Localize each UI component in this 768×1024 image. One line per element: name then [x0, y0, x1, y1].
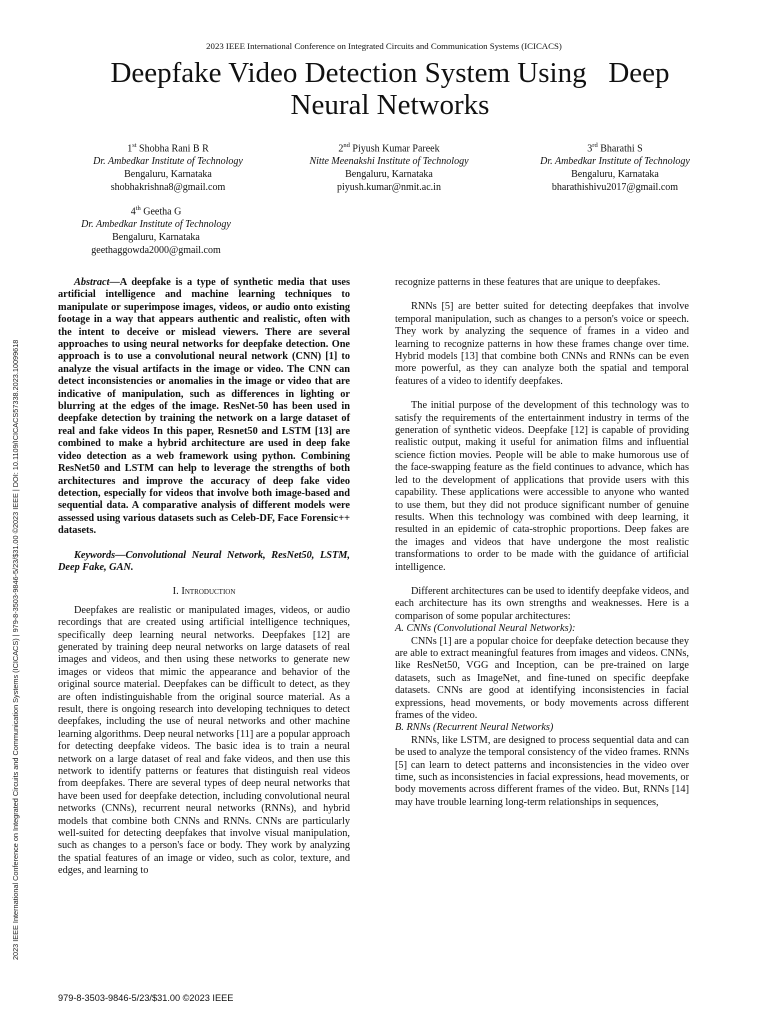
right-column [395, 277, 689, 809]
abstract-label: Abstract [74, 277, 110, 288]
subsection-heading-rnn: B. RNNs (Recurrent Neural Networks) [395, 722, 554, 734]
rnn-paragraph: RNNs [5] are better suited for detecting deepfakes that involve temporal manipulation, such as changes to a person's voice or speech. They work by analyzing the sequence of frames in a video and learning to recognize patterns in how these frames change over time. Hybrid models [13] that combine both CNNs and RNNs can be even more powerful, as they can analyze both the spatial and temporal features of a video to identify deepfakes. [395, 301, 689, 387]
subsection-heading-cnn: A. CNNs (Convolutional Neural Networks): [395, 623, 576, 635]
purpose-paragraph: The initial purpose of the development of this technology was to satisfy the requirements of the entertainment industry in terms of the generation of synthetic videos. Deepfake [12] is capable of providing realistic output, making it useful for animation films and influential science fiction movies. People will be able to make humorous use of the face-swapping feature as the field continues to advance, which has led to the development of applications that provide users with this capability. These applications were accessible to anyone who wanted to use them, but they did not produce significant number of genuine results. When this technology was combined with deep learning, it resulted in an epidemic of cata-strophic proportions. Deep fakes are the images and videos that have undergone the most realistic transformations to order to be made with the guidance of artificial intelligence. [395, 400, 689, 573]
author-name: Geetha G [140, 206, 182, 218]
cnn-paragraph: CNNs [1] are a popular choice for deepfake detection because they are able to extract meaningful features from images and videos. CNNs, like ResNet50, VGG and Inception, can be pre-trained on large datasets, such as ImageNet, and fine-tuned on specific deepfake datasets. CNNs are good at identifying inconsistencies in facial expressions, head movements, or body movements across different frames of the video. [395, 635, 689, 721]
paper-title: Deepfake Video Detection System Using Deep Neural Networks [110, 57, 670, 121]
author-3 [505, 139, 725, 194]
abstract-text: —A deepfake is a type of synthetic media that uses artificial intelligence and machine learning techniques to manipulate or superimpose images, videos, or audio onto existing footage in a way that appears authentic and realistic, often with the intent to deceive or mislead viewers. There are several approaches to using neural networks for deepfake detection. One approach is to use a convolutional neural network (CNN) [1] to analyze the visual artifacts in the image or video. The CNN can detect inconsistencies or anomalies in the image or video that are indicative of manipulation, such as differences in lighting or blurring at the edges of the image. ResNet-50 has been used in deepfake detection by training the network on a large dataset of real and fake videos In this paper, Resnet50 and LSTM [13] are combined to make a hybrid architecture are used in deep fake video detection as a web framework using python. Combining ResNet50 and LSTM can help to leverage the strengths of both architectures and improve the accuracy of deep fake video detection, especially for videos that involve both image-based and sequential data. A comparative analysis of different models were assessed using various datasets such as Celeb-DF, Face Forensic++ datasets. [58, 277, 350, 537]
author-affiliation: Dr. Ambedkar Institute of Technology [540, 156, 690, 168]
lstm-paragraph: RNNs, like LSTM, are designed to process sequential data and can be used to analyze the temporal consistency of the video frames. RNNs [5] can learn to detect patterns and inconsistencies in the video over time, such as inconsistencies in facial expressions, head movements, or body movements across different frames of the video. But, RNNs [14] may have trouble learning long-term relationships in sequences, [395, 734, 689, 808]
author-location: Bengaluru, Karnataka [112, 232, 200, 244]
author-email: geethaggowda2000@gmail.com [91, 245, 221, 257]
author-affiliation: Nitte Meenakshi Institute of Technology [309, 156, 469, 168]
author-1 [58, 139, 278, 194]
author-email: piyush.kumar@nmit.ac.in [337, 182, 441, 194]
doi-sidebar: 2023 IEEE International Conference on Integrated Circuits and Communication Systems (ICICACS) | 979-8-3503-9846-5/23/$31.00 ©2023 IEEE | DOI: 10.1109/ICICACS57338.2023.10099618 [11, 339, 20, 960]
left-column [58, 277, 350, 878]
abstract [58, 277, 350, 538]
section-heading-introduction: I. Introduction [172, 586, 236, 598]
author-ord-suffix: nd [343, 142, 350, 149]
intro-paragraph: Deepfakes are realistic or manipulated images, videos, or audio recordings that are created using artificial intelligence techniques, specifically deep learning neural networks. Deepfakes [12] are generated by training deep neural networks on large datasets of real images and videos, and then using these networks to generate new images or videos that mimic the appearance and behavior of the original source material. Deepfakes can be difficult to detect, as they are often indistinguishable from the original source material. As a result, there is ongoing research into developing techniques to detect deepfakes, including the use of neural networks and other machine learning algorithms. Deep neural networks [11] are a popular approach for detecting deepfake videos. The basic idea is to train a neural network on a large dataset of real and fake videos, and then use this network to identify patterns or features that distinguish real videos from deepfakes. There are several types of deep neural networks that have been used for deepfake detection, including convolutional neural networks (CNNs), recurrent neural networks (RNNs), and hybrid models that combine both CNNs and RNNs. CNNs are particularly well-suited for detecting deepfakes that involve visual manipulation, such as changes to a person's face or body. They work by analyzing the spatial features of an image or video, such as color, texture, and edges, and learning to [58, 604, 350, 877]
author-name: Shobha Rani B R [136, 143, 209, 155]
author-location: Bengaluru, Karnataka [571, 169, 659, 181]
author-ord: 4 [130, 206, 136, 218]
conference-header: 2023 IEEE International Conference on Integrated Circuits and Communication Systems (ICICACS) [206, 41, 562, 51]
author-name: Bharathi S [597, 143, 643, 155]
author-email: shobhakrishna8@gmail.com [110, 182, 226, 194]
continued-paragraph: recognize patterns in these features that are unique to deepfakes. [395, 277, 661, 288]
author-ord-suffix: st [132, 142, 137, 149]
author-location: Bengaluru, Karnataka [124, 169, 212, 181]
author-affiliation: Dr. Ambedkar Institute of Technology [81, 219, 231, 231]
architectures-paragraph: Different architectures can be used to identify deepfake videos, and each architecture has its own strengths and weaknesses. Here is a comparison of some popular architectures: [395, 585, 689, 622]
author-location: Bengaluru, Karnataka [345, 169, 433, 181]
copyright-footer: 979-8-3503-9846-5/23/$31.00 ©2023 IEEE [58, 993, 234, 1003]
author-ord-suffix: th [135, 205, 141, 212]
author-affiliation: Dr. Ambedkar Institute of Technology [93, 156, 243, 168]
author-email: bharathishivu2017@gmail.com [551, 182, 679, 194]
keywords: Keywords—Convolutional Neural Network, ResNet50, LSTM, Deep Fake, GAN. [58, 549, 350, 573]
author-ord-suffix: rd [592, 142, 598, 149]
author-ord: 3 [587, 143, 593, 155]
author-2 [279, 139, 499, 194]
author-4 [46, 202, 266, 257]
author-ord: 2 [338, 143, 344, 155]
author-ord: 1 [127, 143, 133, 155]
author-name: Piyush Kumar Pareek [349, 143, 440, 155]
